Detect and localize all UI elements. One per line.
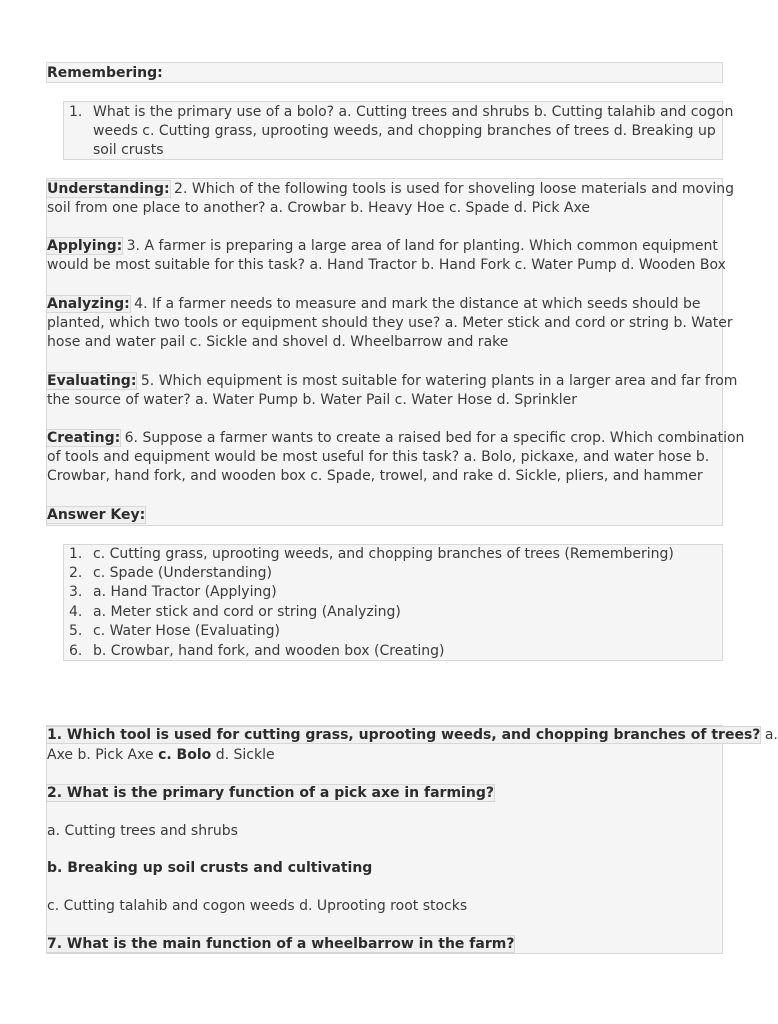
- question-text-line: of tools and equipment would be most useful for this task? a. Bolo, pickaxe, and water hose b.: [47, 449, 710, 465]
- answer-key-item: c. Cutting grass, uprooting weeds, and chopping branches of trees (Remembering): [93, 546, 674, 562]
- creating-question: [47, 429, 744, 448]
- question-1-text: 1. Which tool is used for cutting grass, uprooting weeds, and chopping branches of trees?: [47, 727, 761, 743]
- question-text: 2. Which of the following tools is used for shoveling loose materials and moving: [169, 181, 735, 197]
- question-text-line: hose and water pail c. Sickle and shovel d. Wheelbarrow and rake: [47, 334, 509, 350]
- question-1-option-a: a.: [760, 727, 778, 743]
- question-2-option-a: a. Cutting trees and shrubs: [47, 823, 238, 839]
- question-2-text: 2. What is the primary function of a pick axe in farming?: [47, 785, 494, 801]
- question-2-options-cd: c. Cutting talahib and cogon weeds d. Uprooting root stocks: [47, 898, 468, 914]
- answer-key-item: a. Hand Tractor (Applying): [93, 584, 277, 600]
- answer-key-heading: Answer Key:: [47, 507, 146, 523]
- question-text-line: soil from one place to another? a. Crowbar b. Heavy Hoe c. Spade d. Pick Axe: [47, 200, 590, 216]
- question-text: 4. If a farmer needs to measure and mark the distance at which seeds should be: [129, 296, 701, 312]
- list-number: 1.: [69, 104, 83, 120]
- quiz-question-7: [47, 935, 514, 954]
- understanding-label: Understanding:: [47, 181, 170, 197]
- answer-key-heading-row: [47, 506, 145, 525]
- list-number: 6.: [69, 643, 83, 659]
- analyzing-question: [47, 295, 701, 314]
- applying-question: [47, 237, 718, 256]
- evaluating-question: [47, 372, 737, 391]
- question-2-correct-answer: b. Breaking up soil crusts and cultivating: [47, 860, 373, 876]
- remembering-question-line: soil crusts: [93, 142, 164, 158]
- question-7-text: 7. What is the main function of a wheelbarrow in the farm?: [47, 936, 515, 952]
- creating-label: Creating:: [47, 430, 121, 446]
- list-number: 5.: [69, 623, 83, 639]
- answer-key-item: c. Spade (Understanding): [93, 565, 272, 581]
- quiz-question-1: [47, 726, 778, 745]
- question-text: 6. Suppose a farmer wants to create a raised bed for a specific crop. Which combination: [120, 430, 745, 446]
- quiz-question-1-options: [47, 746, 275, 765]
- remembering-heading: Remembering:: [47, 65, 163, 81]
- understanding-question: [47, 180, 734, 199]
- evaluating-label: Evaluating:: [47, 373, 137, 389]
- applying-label: Applying:: [47, 238, 123, 254]
- question-text: 5. Which equipment is most suitable for watering plants in a larger area and far from: [136, 373, 738, 389]
- question-text-line: would be most suitable for this task? a. Hand Tractor b. Hand Fork c. Water Pump d. Wooden Box: [47, 257, 726, 273]
- question-1-correct-answer: c. Bolo: [158, 747, 212, 763]
- list-number: 2.: [69, 565, 83, 581]
- analyzing-label: Analyzing:: [47, 296, 130, 312]
- remembering-question-line: What is the primary use of a bolo? a. Cutting trees and shrubs b. Cutting talahib and cogon: [93, 104, 734, 120]
- question-text-line: Crowbar, hand fork, and wooden box c. Spade, trowel, and rake d. Sickle, pliers, and hammer: [47, 468, 703, 484]
- list-number: 1.: [69, 546, 83, 562]
- answer-key-item: c. Water Hose (Evaluating): [93, 623, 280, 639]
- answer-key-item: a. Meter stick and cord or string (Analyzing): [93, 604, 401, 620]
- remembering-question-line: weeds c. Cutting grass, uprooting weeds, and chopping branches of trees d. Breaking up: [93, 123, 716, 139]
- question-text-line: planted, which two tools or equipment should they use? a. Meter stick and cord or string b. Water: [47, 315, 733, 331]
- question-1-options-post: d. Sickle: [211, 747, 275, 763]
- question-text-line: the source of water? a. Water Pump b. Water Pail c. Water Hose d. Sprinkler: [47, 392, 578, 408]
- quiz-question-2: [47, 784, 494, 803]
- question-text: 3. A farmer is preparing a large area of land for planting. Which common equipment: [122, 238, 718, 254]
- answer-key-item: b. Crowbar, hand fork, and wooden box (Creating): [93, 643, 445, 659]
- question-1-options-pre: Axe b. Pick Axe: [47, 747, 159, 763]
- list-number: 4.: [69, 604, 83, 620]
- list-number: 3.: [69, 584, 83, 600]
